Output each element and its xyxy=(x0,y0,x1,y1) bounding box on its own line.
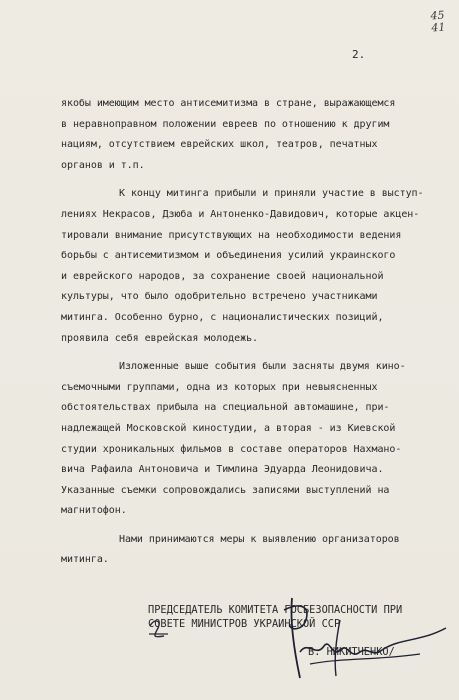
text-line: съемочными группами, одна из которых при невыясненных xyxy=(61,381,378,393)
text-line: К концу митинга прибыли и приняли участие в выступ- xyxy=(119,188,424,200)
text-line: органов и т.п. xyxy=(61,159,145,171)
text-line: якобы имеющим место антисемитизма в стране, выражающемся xyxy=(61,98,396,109)
text-line: митинга. xyxy=(61,554,109,566)
handnote-line-2: 41 xyxy=(430,20,446,35)
text-line: борьбы с антисемитизмом и объединения усилий украинского xyxy=(61,250,396,262)
paragraph-4 xyxy=(61,530,449,571)
text-line: Изложенные выше события были засняты двумя кино- xyxy=(119,361,406,373)
body-text xyxy=(61,94,449,579)
page-number: 2. xyxy=(352,48,366,61)
text-line: и еврейского народов, за сохранение своей национальной xyxy=(61,270,384,282)
text-line: лениях Некрасов, Дзюба и Антоненко-Давидович, которые акцен- xyxy=(61,208,420,220)
signatory-title-line-2: СОВЕТЕ МИНИСТРОВ УКРАИНСКОЙ ССР xyxy=(148,618,341,630)
paragraph-2 xyxy=(61,184,449,349)
text-line: в неравноправном положении евреев по отношению к другим xyxy=(61,118,390,130)
text-line: вича Рафаила Антоновича и Тимлина Эдуарда Леонидовича. xyxy=(61,464,384,476)
text-line: нациям, отсутствием еврейских школ, театров, печатных xyxy=(61,139,378,151)
text-line: студии хроникальных фильмов в составе операторов Нахмано- xyxy=(61,443,402,455)
text-line: Нами принимаются меры к выявлению организаторов xyxy=(119,533,400,545)
text-line: митинга. Особенно бурно, с националистических позиций, xyxy=(61,311,384,323)
handnote-line-1: 45 xyxy=(430,8,445,23)
handwritten-signature xyxy=(270,580,459,690)
text-line: обстоятельствах прибыла на специальной автомашине, при- xyxy=(61,402,390,414)
text-line: тировали внимание присутствующих на необходимости ведения xyxy=(61,229,402,241)
text-line: проявила себя еврейская молодежь. xyxy=(61,332,259,344)
text-line: надлежащей Московской киностудии, а вторая - из Киевской xyxy=(61,422,396,434)
signatory-name: В. НИКИТЧЕНКО/ xyxy=(308,646,395,658)
text-line: Указанные съемки сопровождались записями выступлений на xyxy=(61,484,390,496)
text-line: магнитофон. xyxy=(61,505,127,517)
archive-page-number-handwritten xyxy=(430,10,446,35)
paragraph-1 xyxy=(61,94,449,176)
paragraph-3 xyxy=(61,357,449,522)
text-line: культуры, что было одобрительно встречено участниками xyxy=(61,291,378,303)
signatory-title-line-1: ПРЕДСЕДАТЕЛЬ КОМИТЕТА ГОСБЕЗОПАСНОСТИ ПРИ xyxy=(148,604,403,616)
